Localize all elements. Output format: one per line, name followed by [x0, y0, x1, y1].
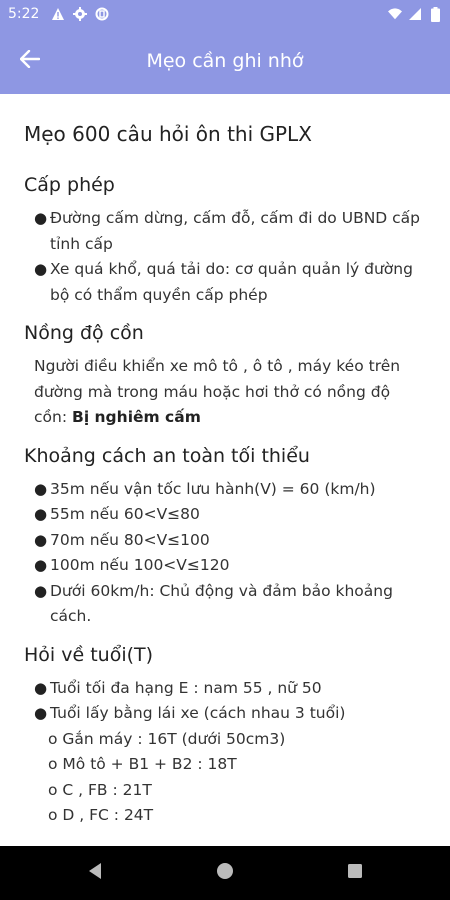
list-item-text: 70m nếu 80<V≤100: [50, 530, 210, 549]
list-item: [34, 502, 426, 528]
square-recents-icon: [347, 863, 363, 883]
bullet-icon: ●: [34, 260, 48, 278]
list-item: [34, 206, 426, 257]
triangle-back-icon: [87, 862, 103, 884]
list-item: [34, 553, 426, 579]
sub-list-item: o Gắn máy : 16T (dưới 50cm3): [48, 729, 286, 748]
list-item: [34, 676, 426, 702]
list-item: [34, 257, 426, 308]
sub-list-item: o Mô tô + B1 + B2 : 18T: [48, 755, 237, 773]
status-bar: [0, 0, 450, 28]
circle-home-icon: [216, 862, 234, 884]
list-item-text: 55m nếu 60<V≤80: [50, 505, 200, 523]
permit-list: [24, 206, 426, 308]
list-item-text: Xe quá khổ, quá tải do: cơ quản quản lý đường bộ có thẩm quyền cấp phép: [50, 260, 413, 304]
page-title: Mẹo 600 câu hỏi ôn thi GPLX: [24, 122, 312, 146]
section-age: [24, 644, 426, 829]
gear-icon: [73, 7, 87, 21]
bullet-icon: ●: [34, 530, 48, 549]
content-scroll-area[interactable]: [0, 94, 450, 846]
bullet-icon: ●: [34, 556, 48, 574]
bullet-icon: ●: [34, 479, 48, 498]
age-list: [24, 676, 426, 727]
list-item-text: Đường cấm dừng, cấm đỗ, cấm đi do UBND cấp tỉnh cấp: [50, 209, 421, 253]
status-left: [8, 6, 109, 22]
section-title-age: Hỏi về tuổi(T): [24, 643, 154, 666]
sub-list-item: o C , FB : 21T: [48, 780, 152, 799]
list-item: [34, 579, 426, 630]
signal-icon: [408, 7, 422, 21]
list-item: [34, 528, 426, 554]
section-title-alcohol: Nồng độ cồn: [24, 322, 144, 344]
app-bar: [0, 28, 450, 94]
alcohol-text: Người điều khiển xe mô tô , ô tô , máy kéo trên đường mà trong máu hoặc hơi thở có nồng độ cồn:: [34, 357, 401, 426]
bullet-icon: ●: [34, 209, 48, 227]
section-title-distance: Khoảng cách an toàn tối thiểu: [24, 444, 310, 467]
nav-recents-button[interactable]: [290, 846, 420, 900]
bullet-icon: ●: [34, 581, 48, 600]
list-item-text: Tuổi tối đa hạng E : nam 55 , nữ 50: [50, 678, 322, 697]
list-item: [34, 477, 426, 503]
bullet-icon: ●: [34, 704, 48, 722]
back-button[interactable]: [0, 28, 60, 94]
status-time: 5:22: [8, 6, 40, 22]
sub-list-item: o D , FC : 24T: [48, 806, 154, 824]
nav-back-button[interactable]: [30, 846, 160, 900]
bullet-icon: ●: [34, 505, 48, 523]
section-title-permit: Cấp phép: [24, 174, 115, 196]
data-saver-icon: [95, 7, 109, 21]
system-nav-bar: [0, 846, 450, 900]
arrow-left-icon: [20, 50, 40, 72]
bullet-icon: ●: [34, 678, 48, 697]
section-distance: [24, 445, 426, 630]
list-item: [34, 701, 426, 727]
app-bar-title: Mẹo cần ghi nhớ: [146, 50, 304, 72]
list-item-text: Dưới 60km/h: Chủ động và đảm bảo khoảng cách.: [50, 581, 393, 625]
nav-home-button[interactable]: [160, 846, 290, 900]
section-permit: [24, 174, 426, 308]
wifi-icon: [388, 7, 402, 21]
list-item-text: Tuổi lấy bằng lái xe (cách nhau 3 tuổi): [50, 704, 346, 722]
list-item-text: 100m nếu 100<V≤120: [50, 556, 230, 574]
list-item-text: 35m nếu vận tốc lưu hành(V) = 60 (km/h): [50, 479, 376, 498]
section-alcohol: [24, 322, 426, 431]
battery-icon: [428, 7, 442, 21]
warning-icon: [51, 7, 65, 21]
alcohol-bold: Bị nghiêm cấm: [72, 408, 201, 426]
alcohol-paragraph: [24, 354, 426, 431]
distance-list: [24, 477, 426, 630]
status-right: [388, 7, 442, 21]
